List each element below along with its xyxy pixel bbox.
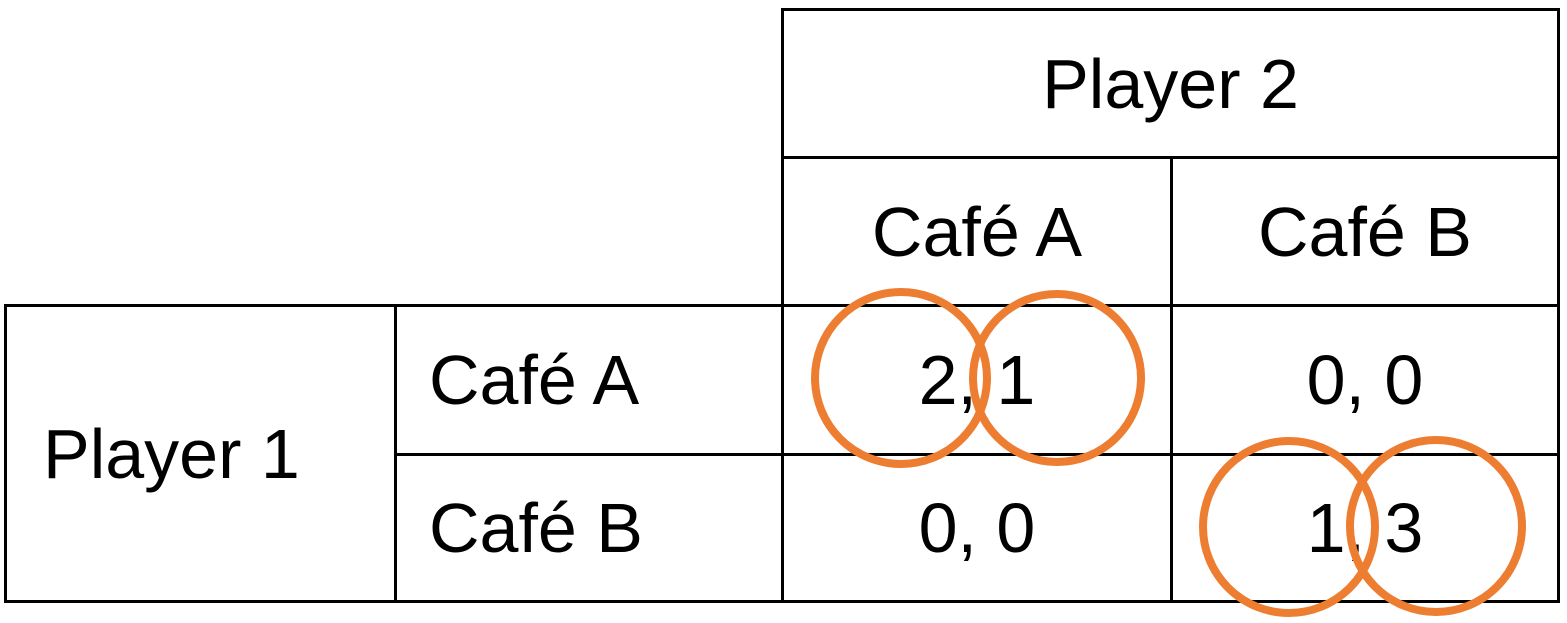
column-player-header: Player 2 <box>781 8 1560 159</box>
row-strategy-cafe-a: Café A <box>394 304 784 456</box>
column-strategy-cafe-b: Café B <box>1170 156 1560 307</box>
row-strategy-cafe-b: Café B <box>394 453 784 603</box>
row-player-header: Player 1 <box>4 304 397 603</box>
payoff-cell-b-a: 0, 0 <box>781 453 1173 603</box>
payoff-cell-b-b: 1, 3 <box>1170 453 1560 603</box>
payoff-cell-a-b: 0, 0 <box>1170 304 1560 456</box>
column-strategy-cafe-a: Café A <box>781 156 1173 307</box>
payoff-cell-a-a: 2, 1 <box>781 304 1173 456</box>
